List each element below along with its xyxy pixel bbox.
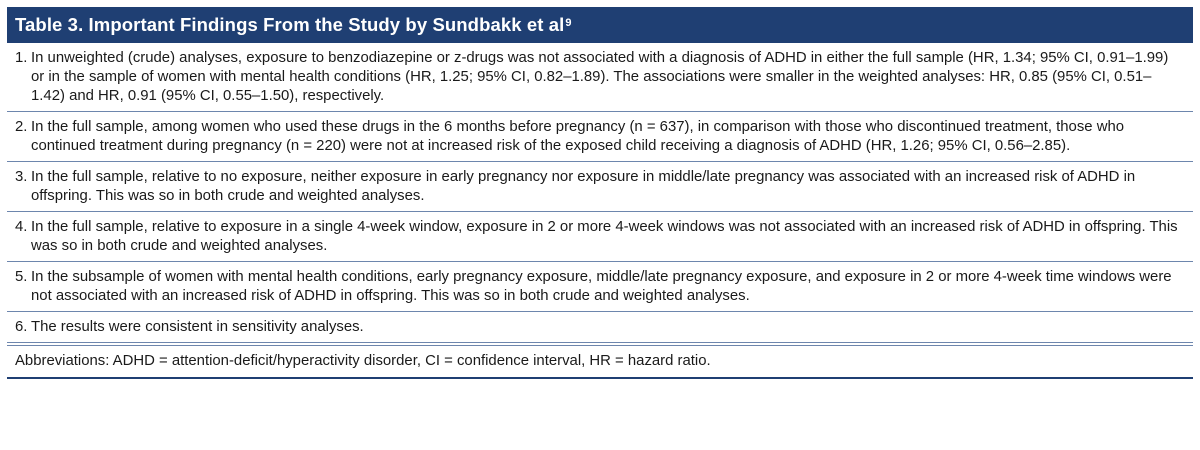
finding-text: In the subsample of women with mental health conditions, early pregnancy exposure, middle/late pregnancy exposure, and exposure in 2 or more 4-week time windows were not associated with an increased risk of ADHD in offspring. This was so in both crude and weighted analyses. <box>31 269 1172 304</box>
findings-list <box>7 43 1193 343</box>
finding-row <box>7 162 1193 212</box>
finding-row <box>7 312 1193 343</box>
finding-number: 5. <box>15 269 28 285</box>
finding-text: The results were consistent in sensitivity analyses. <box>31 319 364 335</box>
table-bottom-rule <box>7 377 1193 379</box>
finding-row <box>7 43 1193 112</box>
finding-text: In the full sample, relative to exposure in a single 4-week window, exposure in 2 or more 4-week windows was not associated with an increased risk of ADHD in offspring. This was so in both crude and weighted analyses. <box>31 219 1178 254</box>
table-title-superscript: 9 <box>565 17 572 29</box>
finding-number: 4. <box>15 219 28 235</box>
finding-row <box>7 212 1193 262</box>
finding-text: In unweighted (crude) analyses, exposure to benzodiazepine or z-drugs was not associated with a diagnosis of ADHD in either the full sample (HR, 1.34; 95% CI, 0.91–1.99) or in the sample of women with mental health conditions (HR, 1.25; 95% CI, 0.82–1.89). The associations were smaller in the weighted analyses: HR, 0.85 (95% CI, 0.51–1.42) and HR, 0.91 (95% CI, 0.55–1.50), respectively. <box>31 50 1169 104</box>
finding-number: 3. <box>15 169 28 185</box>
finding-row <box>7 262 1193 312</box>
findings-table <box>7 7 1193 379</box>
finding-number: 6. <box>15 319 28 335</box>
finding-number: 1. <box>15 50 28 66</box>
finding-row <box>7 112 1193 162</box>
table-title-bar <box>7 7 1193 43</box>
table-title: Table 3. Important Findings From the Study by Sundbakk et al <box>15 14 565 35</box>
finding-number: 2. <box>15 119 28 135</box>
abbreviations-note: Abbreviations: ADHD = attention-deficit/hyperactivity disorder, CI = confidence interval, HR = hazard ratio. <box>15 353 711 369</box>
finding-text: In the full sample, among women who used these drugs in the 6 months before pregnancy (n = 637), in comparison with those who discontinued treatment, those who continued treatment during pregnancy (n = 220) were not at increased risk of the exposed child receiving a diagnosis of ADHD (HR, 1.26; 95% CI, 0.56–2.85). <box>31 119 1125 154</box>
finding-text: In the full sample, relative to no exposure, neither exposure in early pregnancy nor exposure in middle/late pregnancy was associated with an increased risk of ADHD in offspring. This was so in both crude and weighted analyses. <box>31 169 1136 204</box>
